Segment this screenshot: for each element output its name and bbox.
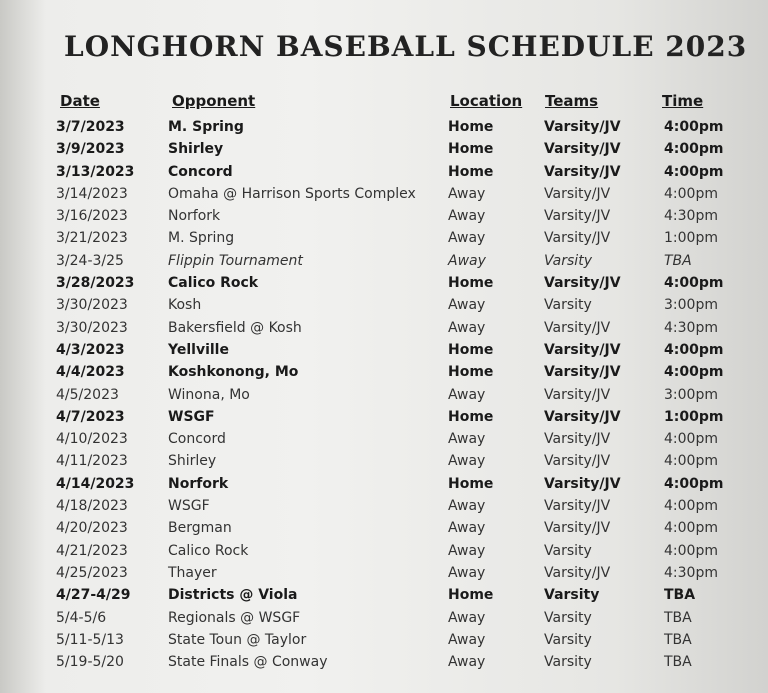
- cell-opponent: Norfork: [168, 208, 221, 225]
- cell-teams: Varsity: [544, 542, 592, 559]
- page-title: LONGHORN BASEBALL SCHEDULE 2023: [64, 30, 748, 63]
- cell-location: Away: [448, 230, 486, 247]
- cell-teams: Varsity/JV: [544, 185, 611, 202]
- cell-date: 3/30/2023: [56, 319, 128, 336]
- cell-teams: Varsity: [544, 587, 600, 604]
- cell-opponent: WSGF: [168, 408, 215, 425]
- cell-location: Home: [448, 119, 494, 135]
- cell-time: 1:00pm: [664, 230, 718, 247]
- cell-date: 3/7/2023: [56, 119, 125, 135]
- cell-teams: Varsity/JV: [544, 431, 611, 448]
- table-row: [0, 340, 768, 362]
- cell-opponent: Yellville: [168, 341, 229, 358]
- table-row: [0, 496, 768, 518]
- table-row: [0, 563, 768, 585]
- cell-date: 3/24-3/25: [56, 252, 124, 269]
- cell-opponent: WSGF: [168, 498, 210, 515]
- cell-time: TBA: [664, 654, 692, 671]
- cell-teams: Varsity/JV: [544, 498, 611, 515]
- table-row: [0, 407, 768, 429]
- header-time: Time: [662, 92, 704, 110]
- cell-opponent: Bakersfield @ Kosh: [168, 319, 302, 336]
- table-header: [0, 92, 768, 116]
- cell-teams: Varsity/JV: [544, 564, 611, 581]
- cell-time: 4:00pm: [664, 453, 718, 470]
- cell-time: 4:00pm: [664, 542, 718, 559]
- cell-time: 4:30pm: [664, 208, 718, 225]
- table-row: [0, 117, 768, 139]
- cell-teams: Varsity/JV: [544, 119, 621, 135]
- cell-time: 4:00pm: [664, 364, 724, 381]
- cell-date: 4/20/2023: [56, 520, 128, 537]
- cell-opponent: Districts @ Viola: [168, 587, 298, 604]
- cell-time: 4:00pm: [664, 185, 718, 202]
- cell-date: 4/10/2023: [56, 431, 128, 448]
- cell-date: 3/21/2023: [56, 230, 128, 247]
- cell-location: Home: [448, 475, 494, 492]
- cell-teams: Varsity: [544, 609, 592, 626]
- cell-opponent: Calico Rock: [168, 275, 259, 292]
- table-row: [0, 228, 768, 250]
- cell-teams: Varsity/JV: [544, 475, 621, 492]
- cell-opponent: Winona, Mo: [168, 386, 250, 403]
- cell-teams: Varsity: [544, 654, 592, 671]
- table-row: [0, 429, 768, 451]
- cell-time: TBA: [664, 252, 692, 269]
- cell-teams: Varsity/JV: [544, 163, 621, 180]
- cell-time: TBA: [664, 631, 692, 648]
- cell-opponent: Thayer: [168, 564, 217, 581]
- cell-teams: Varsity/JV: [544, 141, 621, 158]
- cell-date: 4/27-4/29: [56, 587, 131, 604]
- table-row: [0, 139, 768, 161]
- table-row: [0, 385, 768, 407]
- cell-opponent: Shirley: [168, 141, 224, 158]
- cell-time: 4:00pm: [664, 475, 724, 492]
- table-row: [0, 451, 768, 473]
- cell-location: Away: [448, 498, 486, 515]
- cell-location: Away: [448, 654, 486, 671]
- cell-date: 4/18/2023: [56, 498, 128, 515]
- table-row: [0, 474, 768, 496]
- cell-date: 4/4/2023: [56, 364, 125, 381]
- table-row: [0, 541, 768, 563]
- table-row: [0, 585, 768, 607]
- cell-time: 4:00pm: [664, 141, 724, 158]
- cell-teams: Varsity: [544, 252, 592, 269]
- cell-teams: Varsity/JV: [544, 230, 611, 247]
- cell-location: Away: [448, 386, 486, 403]
- cell-location: Away: [448, 609, 486, 626]
- table-row: [0, 206, 768, 228]
- cell-location: Away: [448, 185, 486, 202]
- cell-location: Away: [448, 631, 486, 648]
- cell-opponent: Kosh: [168, 297, 202, 314]
- table-row: [0, 162, 768, 184]
- cell-teams: Varsity/JV: [544, 364, 621, 381]
- cell-location: Home: [448, 587, 494, 604]
- cell-time: TBA: [664, 587, 696, 604]
- cell-teams: Varsity/JV: [544, 275, 621, 292]
- cell-date: 4/7/2023: [56, 408, 125, 425]
- cell-location: Home: [448, 141, 494, 158]
- header-teams: Teams: [545, 92, 599, 110]
- cell-location: Away: [448, 431, 486, 448]
- cell-opponent: Norfork: [168, 475, 229, 492]
- cell-opponent: Regionals @ WSGF: [168, 609, 301, 626]
- cell-time: 4:00pm: [664, 341, 724, 358]
- cell-time: 3:00pm: [664, 386, 718, 403]
- cell-teams: Varsity/JV: [544, 341, 621, 358]
- cell-date: 4/5/2023: [56, 386, 119, 403]
- cell-time: 4:00pm: [664, 520, 718, 537]
- cell-date: 3/30/2023: [56, 297, 128, 314]
- cell-date: 4/3/2023: [56, 341, 125, 358]
- cell-location: Away: [448, 542, 486, 559]
- cell-time: 4:00pm: [664, 119, 724, 135]
- cell-time: 1:00pm: [664, 408, 724, 425]
- table-row: [0, 652, 768, 674]
- cell-opponent: Concord: [168, 431, 226, 448]
- cell-location: Home: [448, 163, 494, 180]
- cell-opponent: State Toun @ Taylor: [168, 631, 307, 648]
- cell-location: Away: [448, 453, 486, 470]
- cell-opponent: Koshkonong, Mo: [168, 364, 299, 381]
- cell-opponent: Shirley: [168, 453, 217, 470]
- cell-time: 4:30pm: [664, 319, 718, 336]
- cell-time: TBA: [664, 609, 692, 626]
- cell-date: 4/14/2023: [56, 475, 135, 492]
- cell-location: Away: [448, 520, 486, 537]
- cell-opponent: Bergman: [168, 520, 232, 537]
- cell-date: 4/21/2023: [56, 542, 128, 559]
- cell-opponent: M. Spring: [168, 230, 235, 247]
- cell-teams: Varsity/JV: [544, 520, 611, 537]
- cell-date: 4/11/2023: [56, 453, 128, 470]
- cell-date: 3/14/2023: [56, 185, 128, 202]
- cell-time: 4:00pm: [664, 431, 718, 448]
- cell-teams: Varsity/JV: [544, 386, 611, 403]
- cell-location: Away: [448, 319, 486, 336]
- cell-teams: Varsity/JV: [544, 408, 621, 425]
- cell-time: 4:00pm: [664, 163, 724, 180]
- table-row: [0, 295, 768, 317]
- cell-time: 4:30pm: [664, 564, 718, 581]
- table-row: [0, 318, 768, 340]
- cell-date: 3/9/2023: [56, 141, 125, 158]
- schedule-table: [0, 117, 768, 674]
- table-row: [0, 518, 768, 540]
- cell-date: 4/25/2023: [56, 564, 128, 581]
- cell-location: Away: [448, 252, 486, 269]
- cell-teams: Varsity/JV: [544, 208, 611, 225]
- cell-time: 4:00pm: [664, 275, 724, 292]
- table-row: [0, 608, 768, 630]
- cell-location: Away: [448, 297, 486, 314]
- cell-location: Away: [448, 564, 486, 581]
- cell-location: Home: [448, 364, 494, 381]
- cell-location: Home: [448, 275, 494, 292]
- table-row: [0, 362, 768, 384]
- header-date: Date: [60, 92, 100, 110]
- cell-location: Home: [448, 341, 494, 358]
- table-row: [0, 630, 768, 652]
- cell-teams: Varsity: [544, 297, 592, 314]
- cell-location: Home: [448, 408, 494, 425]
- header-opponent: Opponent: [172, 92, 256, 110]
- cell-date: 3/16/2023: [56, 208, 128, 225]
- cell-teams: Varsity: [544, 631, 592, 648]
- table-row: [0, 273, 768, 295]
- cell-opponent: Omaha @ Harrison Sports Complex: [168, 185, 416, 202]
- cell-date: 5/4-5/6: [56, 609, 107, 626]
- cell-date: 5/19-5/20: [56, 654, 124, 671]
- table-row: [0, 251, 768, 273]
- cell-opponent: Calico Rock: [168, 542, 249, 559]
- cell-opponent: M. Spring: [168, 119, 244, 135]
- header-location: Location: [450, 92, 523, 110]
- cell-date: 3/13/2023: [56, 163, 135, 180]
- cell-date: 3/28/2023: [56, 275, 135, 292]
- cell-opponent: State Finals @ Conway: [168, 654, 328, 671]
- table-row: [0, 184, 768, 206]
- cell-teams: Varsity/JV: [544, 319, 611, 336]
- cell-opponent: Flippin Tournament: [168, 252, 303, 269]
- cell-date: 5/11-5/13: [56, 631, 124, 648]
- cell-opponent: Concord: [168, 163, 233, 180]
- cell-time: 4:00pm: [664, 498, 718, 515]
- cell-time: 3:00pm: [664, 297, 718, 314]
- cell-teams: Varsity/JV: [544, 453, 611, 470]
- cell-location: Away: [448, 208, 486, 225]
